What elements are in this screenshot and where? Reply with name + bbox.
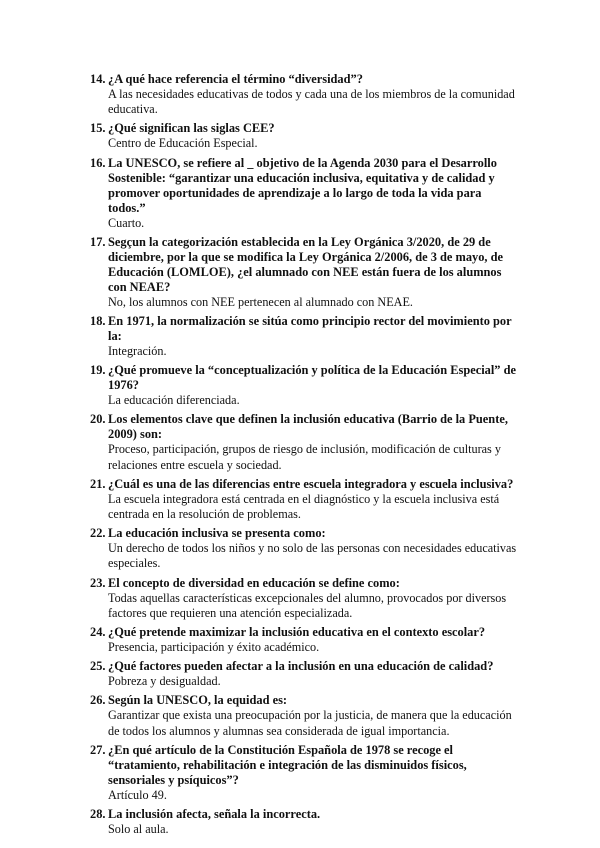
question-number: 21.	[90, 476, 106, 491]
question-item	[90, 121, 520, 151]
question-number: 23.	[90, 575, 106, 590]
question-item	[90, 412, 520, 472]
question-item	[90, 625, 520, 655]
question-number: 26.	[90, 693, 106, 708]
question-text: ¿Cuál es una de las diferencias entre escuela integradora y escuela inclusiva?	[108, 476, 514, 491]
question-number: 25.	[90, 659, 106, 674]
question-text: ¿Qué pretende maximizar la inclusión educativa en el contexto escolar?	[108, 625, 486, 640]
answer-text: Integración.	[108, 344, 167, 359]
question-list	[90, 72, 520, 841]
question-text: ¿Qué factores pueden afectar a la inclusión en una educación de calidad?	[108, 659, 494, 674]
answer-text: La escuela integradora está centrada en el diagnóstico y la escuela inclusiva está centrada en la resolución de problemas.	[108, 491, 500, 522]
question-item	[90, 743, 520, 803]
question-text: ¿En qué artículo de la Constitución Española de 1978 se recoge el “tratamiento, rehabilitación e integración de las disminuidos físicos, sensoriales y psíquicos”?	[108, 742, 467, 787]
question-text: Los elementos clave que definen la inclusión educativa (Barrio de la Puente, 2009) son:	[108, 412, 508, 442]
answer-text: Un derecho de todos los niños y no solo de las personas con necesidades educativas especiales.	[108, 541, 517, 571]
question-text: ¿Qué promueve la “conceptualización y política de la Educación Especial” de 1976?	[108, 363, 516, 393]
question-text: ¿A qué hace referencia el término “diversidad”?	[108, 72, 363, 86]
question-number: 28.	[90, 807, 106, 822]
question-number: 18.	[90, 314, 106, 329]
question-text: La educación inclusiva se presenta como:	[108, 526, 326, 541]
question-text: En 1971, la normalización se sitúa como principio rector del movimiento por la:	[108, 314, 512, 344]
question-number: 24.	[90, 625, 106, 640]
question-number: 19.	[90, 363, 106, 378]
question-text: El concepto de diversidad en educación se define como:	[108, 575, 400, 590]
question-number: 15.	[90, 121, 106, 136]
question-number: 27.	[90, 742, 106, 757]
answer-text: Pobreza y desigualdad.	[108, 674, 221, 689]
question-number: 20.	[90, 412, 106, 427]
question-text: La inclusión afecta, señala la incorrecta.	[108, 807, 321, 822]
question-number: 16.	[90, 155, 106, 170]
answer-text: Todas aquellas características excepcionales del alumno, provocados por diversos factores que requieren una atención especializada.	[108, 590, 507, 620]
question-text: La UNESCO, se refiere al _ objetivo de la Agenda 2030 para el Desarrollo Sostenible: “garantizar una educación inclusiva, equitativa y de calidad y promover oportunidades de aprendizaje a lo largo de toda la vida para todos.”	[108, 155, 497, 215]
question-item	[90, 235, 520, 310]
question-item	[90, 693, 520, 738]
question-item	[90, 363, 520, 408]
question-item	[90, 72, 520, 117]
question-text: Según la UNESCO, la equidad es:	[108, 693, 288, 708]
question-text: Segçun la categorización establecida en la Ley Orgánica 3/2020, de 29 de diciembre, por la que se modifica la Ley Orgánica 2/2006, de 3 de mayo, de Educación (LOMLOE), ¿el alumnado con NEE están fuera de los alumnos con NEAE?	[108, 234, 503, 294]
question-item	[90, 807, 520, 837]
answer-text: Proceso, participación, grupos de riesgo de inclusión, modificación de culturas y relaciones entre escuela y sociedad.	[108, 442, 501, 472]
answer-text: Artículo 49.	[108, 787, 167, 802]
question-number: 17.	[90, 234, 106, 249]
answer-text: No, los alumnos con NEE pertenecen al alumnado con NEAE.	[108, 294, 413, 309]
question-item	[90, 576, 520, 621]
answer-text: La educación diferenciada.	[108, 393, 240, 408]
question-number: 14.	[90, 72, 106, 86]
answer-text: Centro de Educación Especial.	[108, 136, 258, 151]
question-item	[90, 526, 520, 571]
question-item	[90, 314, 520, 359]
answer-text: Presencia, participación y éxito académico.	[108, 640, 320, 655]
question-item	[90, 477, 520, 522]
question-text: ¿Qué significan las siglas CEE?	[108, 121, 275, 136]
answer-text: Cuarto.	[108, 215, 145, 230]
answer-text: Solo al aula.	[108, 822, 169, 837]
question-item	[90, 659, 520, 689]
answer-text: A las necesidades educativas de todos y cada una de los miembros de la comunidad educativa.	[108, 87, 515, 117]
question-number: 22.	[90, 526, 106, 541]
answer-text: Garantizar que exista una preocupación por la justicia, de manera que la educación de todos los alumnos y alumnas sea considerada de igual importancia.	[108, 708, 512, 738]
question-item	[90, 156, 520, 231]
